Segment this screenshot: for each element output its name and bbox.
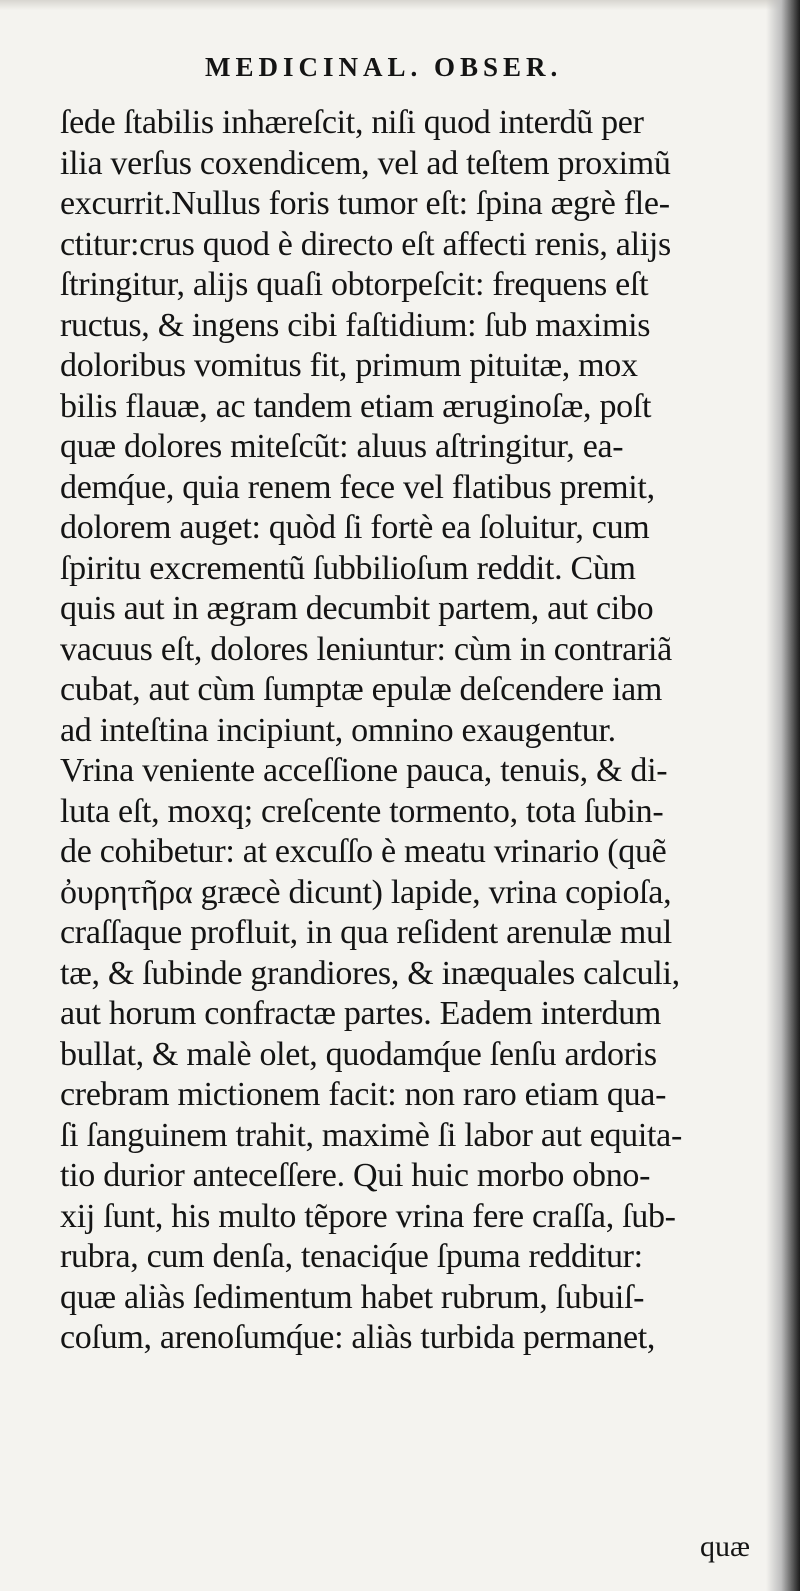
text-line: rubra, cum denſa, tenaciq́ue ſpuma redditur: [60,1238,643,1275]
text-line: ſi ſanguinem trahit, maximè ſi labor aut equita- [60,1116,682,1154]
text-line: quis aut in ægram decumbit partem, aut cibo [60,590,654,627]
text-line: Vrina veniente acceſſione pauca, tenuis, & di- [60,752,668,789]
text-line: crebram mictionem facit: non raro etiam qua- [60,1076,667,1113]
page-top-edge [0,0,800,10]
text-line: ſtringitur, alijs quaſi obtorpeſcit: frequens eſt [60,266,649,303]
text-line: craſſaque profluit, in qua reſident arenulæ mul [60,914,672,951]
text-line: dolorem auget: quòd ſi fortè ea ſoluitur, cum [60,509,650,546]
text-line: demq́ue, quia renem fece vel flatibus premit, [60,468,655,506]
text-line: bullat, & malè olet, quodamq́ue ſenſu ardoris [60,1035,657,1073]
spine-shadow [766,0,800,1591]
text-line: ſede ſtabilis inhæreſcit, niſi quod interdũ per [60,104,644,141]
text-line: vacuus eſt, dolores leniuntur: cùm in contrariã [60,630,672,668]
text-line: cubat, aut cùm ſumptæ epulæ deſcendere iam [60,671,663,708]
running-head: MEDICINAL. OBSER. [205,52,563,82]
catchword: quæ [700,1530,751,1563]
text-line: tio durior anteceſſere. Qui huic morbo obno- [60,1157,651,1194]
text-line: ſpiritu excrementũ ſubbilioſum reddit. Cùm [60,549,636,587]
text-line: xij ſunt, his multo tẽpore vrina fere craſſa, ſub- [60,1197,676,1235]
text-line: ilia verſus coxendicem, vel ad teſtem proximũ [60,144,671,182]
text-line: ructus, & ingens cibi faſtidium: ſub maximis [60,306,651,344]
text-line: ad inteſtina incipiunt, omnino exaugentur. [60,711,616,749]
body-text [60,103,760,1359]
text-line: ὀυρητῆρα græcè dicunt) lapide, vrina copioſa, [60,873,672,911]
text-line: tæ, & ſubinde grandiores, & inæquales calculi, [60,954,680,992]
text-line: aut horum confractæ partes. Eadem interdum [60,995,662,1032]
text-line: luta eſt, moxq; creſcente tormento, tota ſubin- [60,792,664,830]
text-line: quæ aliàs ſedimentum habet rubrum, ſubuiſ- [60,1278,645,1316]
text-line: de cohibetur: at excuſſo è meatu vrinario (quẽ [60,833,667,870]
text-line: ctitur:crus quod è directo eſt affecti renis, alijs [60,225,671,263]
text-line: bilis flauæ, ac tandem etiam æruginoſæ, poſt [60,387,652,425]
text-line: quæ dolores miteſcũt: aluus aſtringitur, ea- [60,428,624,465]
text-line: doloribus vomitus fit, primum pituitæ, mox [60,347,638,384]
text-line: coſum, arenoſumq́ue: aliàs turbida permanet, [60,1319,656,1356]
text-line: excurrit.Nullus foris tumor eſt: ſpina ægrè fle- [60,185,670,222]
